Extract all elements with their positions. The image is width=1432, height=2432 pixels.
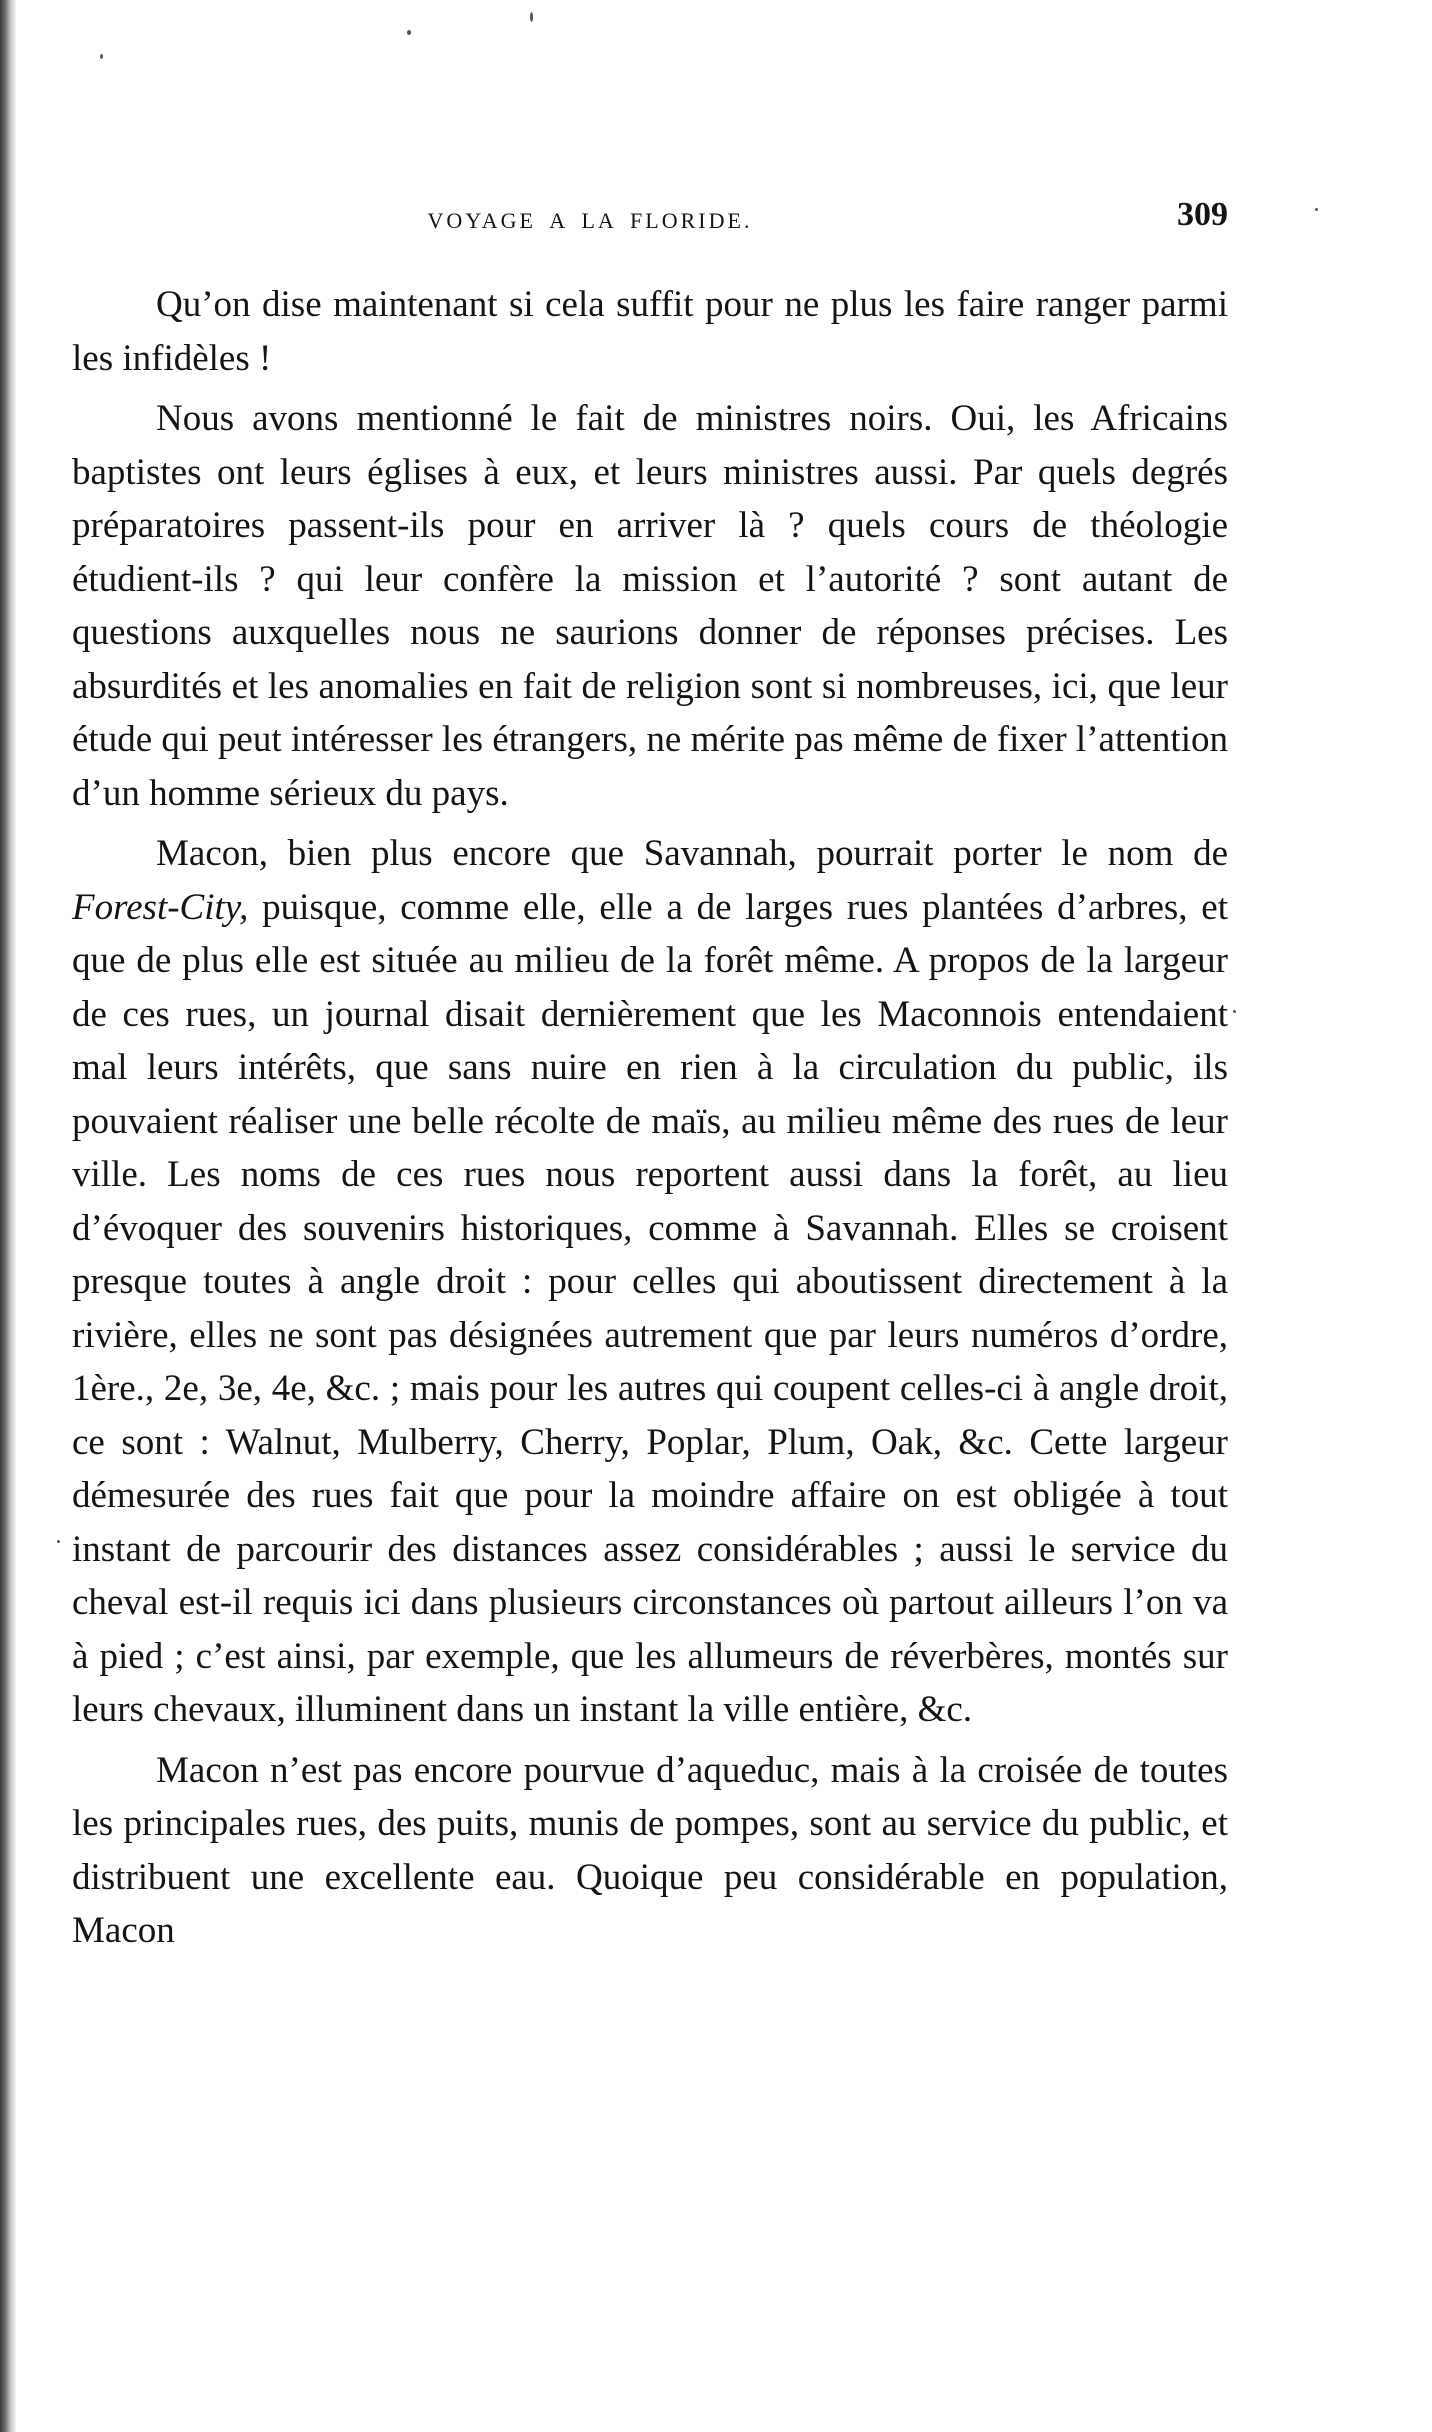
scan-speck <box>1315 208 1318 211</box>
text-segment: Qu’on dise maintenant si cela suffit pour ne plus les faire ranger parmi les infidèles ! <box>72 284 1228 379</box>
scan-speck <box>407 30 411 35</box>
scan-speck <box>1233 1010 1236 1013</box>
running-title: VOYAGE A LA FLORIDE. <box>427 208 753 233</box>
scan-speck <box>57 1540 60 1543</box>
page-binding-edge <box>0 0 16 2432</box>
text-segment: Macon, bien plus encore que Savannah, pourrait porter le nom de <box>156 833 1228 874</box>
paragraph <box>72 827 1228 1737</box>
paragraph <box>72 278 1228 385</box>
body-text <box>72 278 1228 1958</box>
paragraph <box>72 1744 1228 1958</box>
running-head <box>72 196 1228 246</box>
paragraph <box>72 392 1228 820</box>
scan-speck <box>100 54 103 59</box>
text-segment: Macon n’est pas encore pourvue d’aqueduc, mais à la croisée de toutes les principales rues, des puits, munis de pompes, sont au service du public, et distribuent une excellente eau. Quoique peu considérable en population, Macon <box>72 1749 1228 1951</box>
text-segment: puisque, comme elle, elle a de larges rues plantées d’arbres, et que de plus elle est située au milieu de la forêt même. A propos de la largeur de ces rues, un journal disait dernièrement que les Maconnois entendaient mal leurs intérêts, que sans nuire en rien à la circulation du public, ils pouvaient réaliser une belle récolte de maïs, au milieu même des rues de leur ville. Les noms de ces rues nous reportent aussi dans la forêt, au lieu d’évoquer des souvenirs historiques, comme à Savannah. Elles se croisent presque toutes à angle droit : pour celles qui aboutissent directement à la rivière, elles ne sont pas désignées autrement que par leurs numéros d’ordre, 1ère., 2e, 3e, 4e, &c. ; mais pour les autres qui coupent celles-ci à angle droit, ce sont : Walnut, Mulberry, Cherry, Poplar, Plum, Oak, &c. Cette largeur démesurée des rues fait que pour la moindre affaire on est obligée à tout instant de parcourir des distances assez considérables ; aussi le service du cheval est-il requis ici dans plusieurs circonstances où partout ailleurs l’on va à pied ; c’est ainsi, par exemple, que les allumeurs de réverbères, montés sur leurs chevaux, illuminent dans un instant la ville entière, &c. <box>72 886 1228 1730</box>
text-segment: Nous avons mentionné le fait de ministres noirs. Oui, les Africains baptistes ont leurs églises à eux, et leurs ministres aussi. Par quels degrés préparatoires passent-ils pour en arriver là ? quels cours de théologie étudient-ils ? qui leur confère la mission et l’autorité ? sont autant de questions auxquelles nous ne saurions donner de réponses précises. Les absurdités et les anomalies en fait de religion sont si nombreuses, ici, que leur étude qui peut intéresser les étrangers, ne mérite pas même de fixer l’attention d’un homme sérieux du pays. <box>72 398 1228 814</box>
scan-speck <box>530 12 533 22</box>
italic-place-name: Forest-City, <box>72 886 249 928</box>
page-number: 309 <box>1177 196 1228 233</box>
